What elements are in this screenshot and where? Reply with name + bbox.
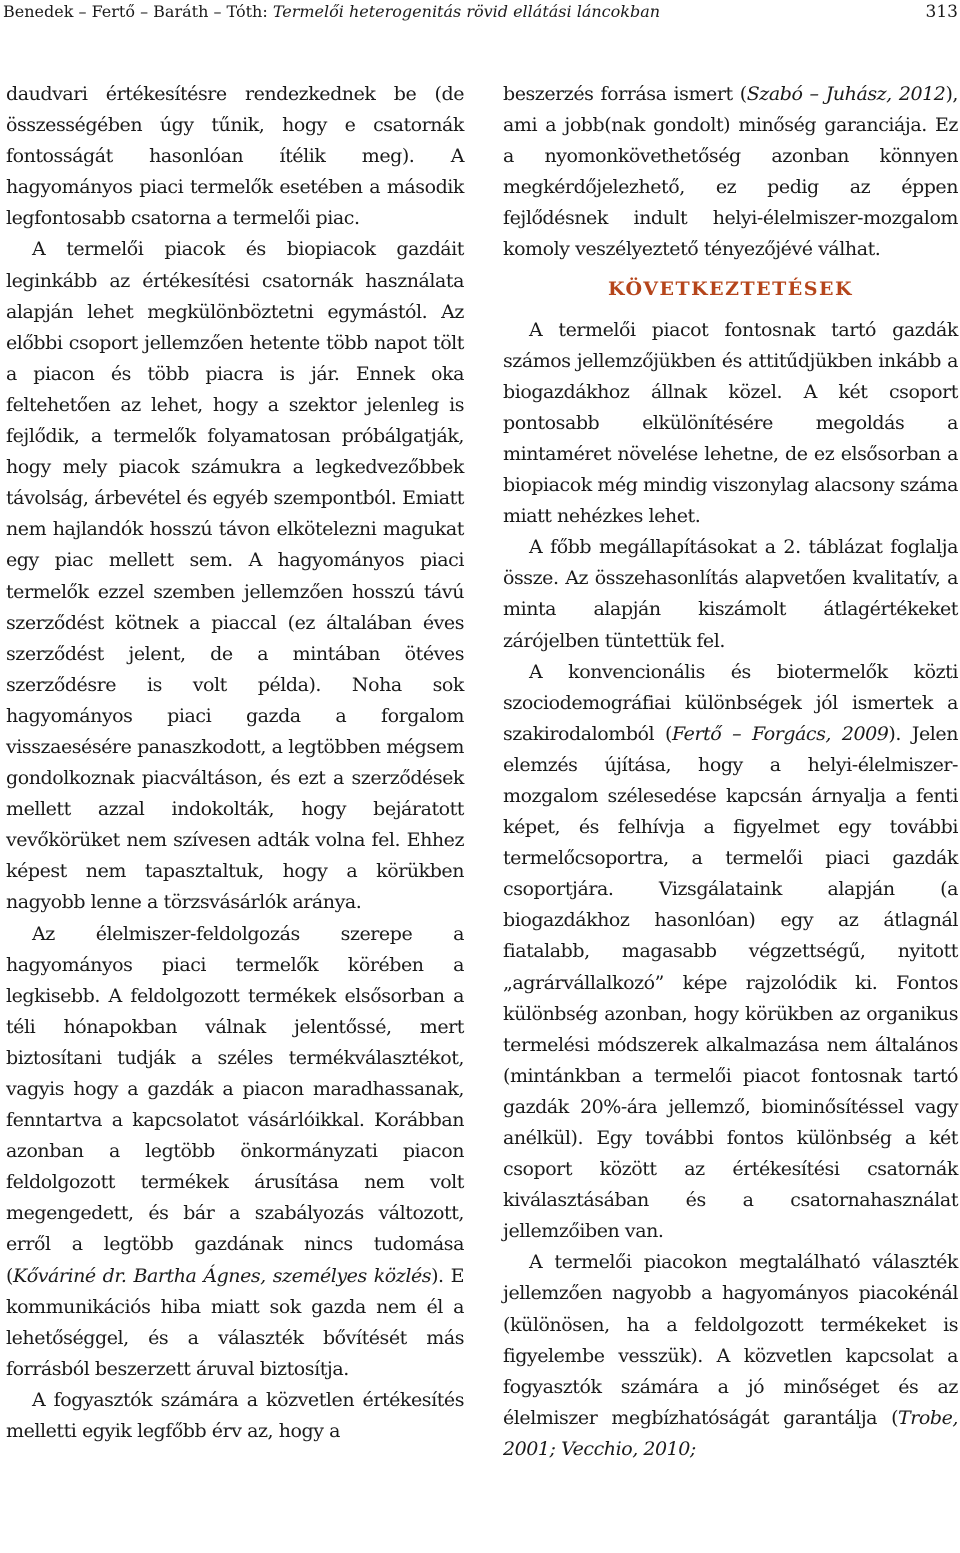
paragraph-text: A termelői piacokon megtalálható választék jellemzően nagyobb a hagyományos piacokénál (különösen, ha a feldolgozott termékeket is figyelembe vesszük). A közvetlen kapcsolat a fogyasztók számára a jó minőséget és az élelmiszer megbízhatóságát garantálja ( <box>503 1251 958 1429</box>
paragraph <box>503 79 958 266</box>
paragraph: A főbb megállapításokat a 2. táblázat foglalja össze. Az összehasonlítás alapvetően kvalitatív, a minta alapján kiszámolt átlagértékeket zárójelben tüntettük fel. <box>503 536 958 652</box>
paragraph: A termelői piacot fontosnak tartó gazdák számos jellemzőjükben és attitűdjükben inkább a biogazdákhoz állnak közel. A két csoport pontosabb elkülönítésére megoldás a mintaméret növelése lehetne, de ez elsősorban a biopiacok még mindig viszonylag alacsony száma miatt nehézkes lehet. <box>503 318 959 528</box>
paragraph-text: ). Jelen elemzés újítása, hogy a helyi-élelmiszer-mozgalom szélesedése kapcsán árnyalja a fenti képet, és felhívja a figyelmet egy további termelőcsoportra, a termelői piaci gazdák csoportjára. Vizsgálataink alapján (a biogazdákhoz hasonlóan) egy az átlagnál fiatalabb, magasabb végzettségű, nyitott „agrárvállalkozó” képe rajzolódik ki. Fontos különbség azonban, hogy körükben az organikus termelési módszerek alkalmazása nem általános (mintánkban a termelői piacot fontosnak tartó gazdák 20%-ára jellemző, biominősítéssel vagy anélkül). Egy további fontos különbség a két csoport között az értékesítési csatornák kiválasztásában és a csatornahasználat jellemzőiben van. <box>503 722 958 1243</box>
page-number: 313 <box>925 2 958 22</box>
paragraph <box>503 657 958 1248</box>
paragraph-text: beszerzés forrása ismert ( <box>503 83 747 105</box>
paragraph <box>6 919 464 1385</box>
citation: Szabó – Juhász, 2012 <box>746 83 946 105</box>
running-head-authors: Benedek – Fertő – Baráth – Tóth: <box>3 2 273 21</box>
citation: Fertő – Forgács, 2009 <box>671 722 889 745</box>
paragraph: A fogyasztók számára a közvetlen értékesítés melletti egyik legfőbb érv az, hogy a <box>6 1388 464 1443</box>
paragraph: daudvari értékesítésre rendezkednek be (de összességében úgy tűnik, hogy e csatornák fontosságát hasonlóan ítélik meg). A hagyományos piaci termelők esetében a második legfontosabb csatorna a termelői piac. <box>6 83 464 230</box>
right-column <box>503 79 958 1465</box>
citation: Kőváriné dr. Bartha Ágnes, személyes közlés <box>12 1264 432 1287</box>
section-heading: KÖVETKEZTETÉSEK <box>608 277 853 300</box>
running-head <box>0 0 960 26</box>
paragraph: A termelői piacok és biopiacok gazdáit leginkább az értékesítési csatornák használata alapján lehet megkülönböztetni egymástól. Az előbbi csoport jellemzően hetente több napot tölt a piacon és több piacra is jár. Ennek oka feltehetően az lehet, hogy a szektor jelenleg is fejlődik, a termelők folyamatosan próbálgatják, hogy mely piacok számukra a legkedvezőbbek távolság, árbevétel és egyéb szempontból. Emiatt nem hajlandók hosszú távon elkötelezni magukat egy piac mellett sem. A hagyományos piaci termelők ezzel szemben jellemzően hosszú távú szerződést kötnek a piaccal (ez általában éves szerződést jelent, de a mintában ötéves szerződésre is volt példa). Noha sok hagyományos piaci gazda a forgalom visszaesésére panaszkodott, a legtöbben mégsem gondolkoznak piacváltáson, és ezt a szerződések mellett azzal indokolták, hogy bejáratott vevőkörüket nem szívesen adták volna fel. Ehhez képest nem tapasztaltuk, hogy a körükben nagyobb lenne a törzsvásárlók aránya. <box>6 238 464 914</box>
left-column <box>6 79 464 1447</box>
running-head-title <box>3 1 660 23</box>
citation: Trobe, 2001; Vecchio, 2010; <box>503 1406 958 1460</box>
paragraph-text: ), ami a jobb(nak gondolt) minőség garanciája. Ez a nyomonkövethetőség azonban könnyen megkérdőjelezhető, ez pedig az éppen fejlődésnek indult helyi-élelmiszer-mozgalom komoly veszélyeztető tényezőjévé válhat. <box>503 83 958 261</box>
paragraph <box>503 1247 958 1465</box>
paragraph-text: Az élelmiszer-feldolgozás szerepe a hagyományos piaci termelők körében a legkisebb. A feldolgozott termékek elsősorban a téli hónapokban válnak jelentőssé, mert biztosítani tudják a széles termékválasztékot, vagyis hogy a gazdák a piacon maradhassanak, fenntartva a kapcsolatot vásárlóikkal. Korábban azonban a legtöbb önkormányzati piacon feldolgozott termékek árusítása nem volt megengedett, és bár a szabályozás változott, erről a legtöbb gazdának nincs tudomása ( <box>6 922 464 1287</box>
running-head-article-title: Termelői heterogenitás rövid ellátási láncokban <box>272 2 661 21</box>
paragraph-text: ). E kommunikációs hiba miatt sok gazda nem él a lehetőséggel, és a választék bővítését más forrásból beszerzett áruval biztosítja. <box>6 1264 464 1380</box>
paragraph-text: A konvencionális és biotermelők közti szociodemográfiai különbségek jól ismertek a szakirodalomból ( <box>503 660 958 745</box>
